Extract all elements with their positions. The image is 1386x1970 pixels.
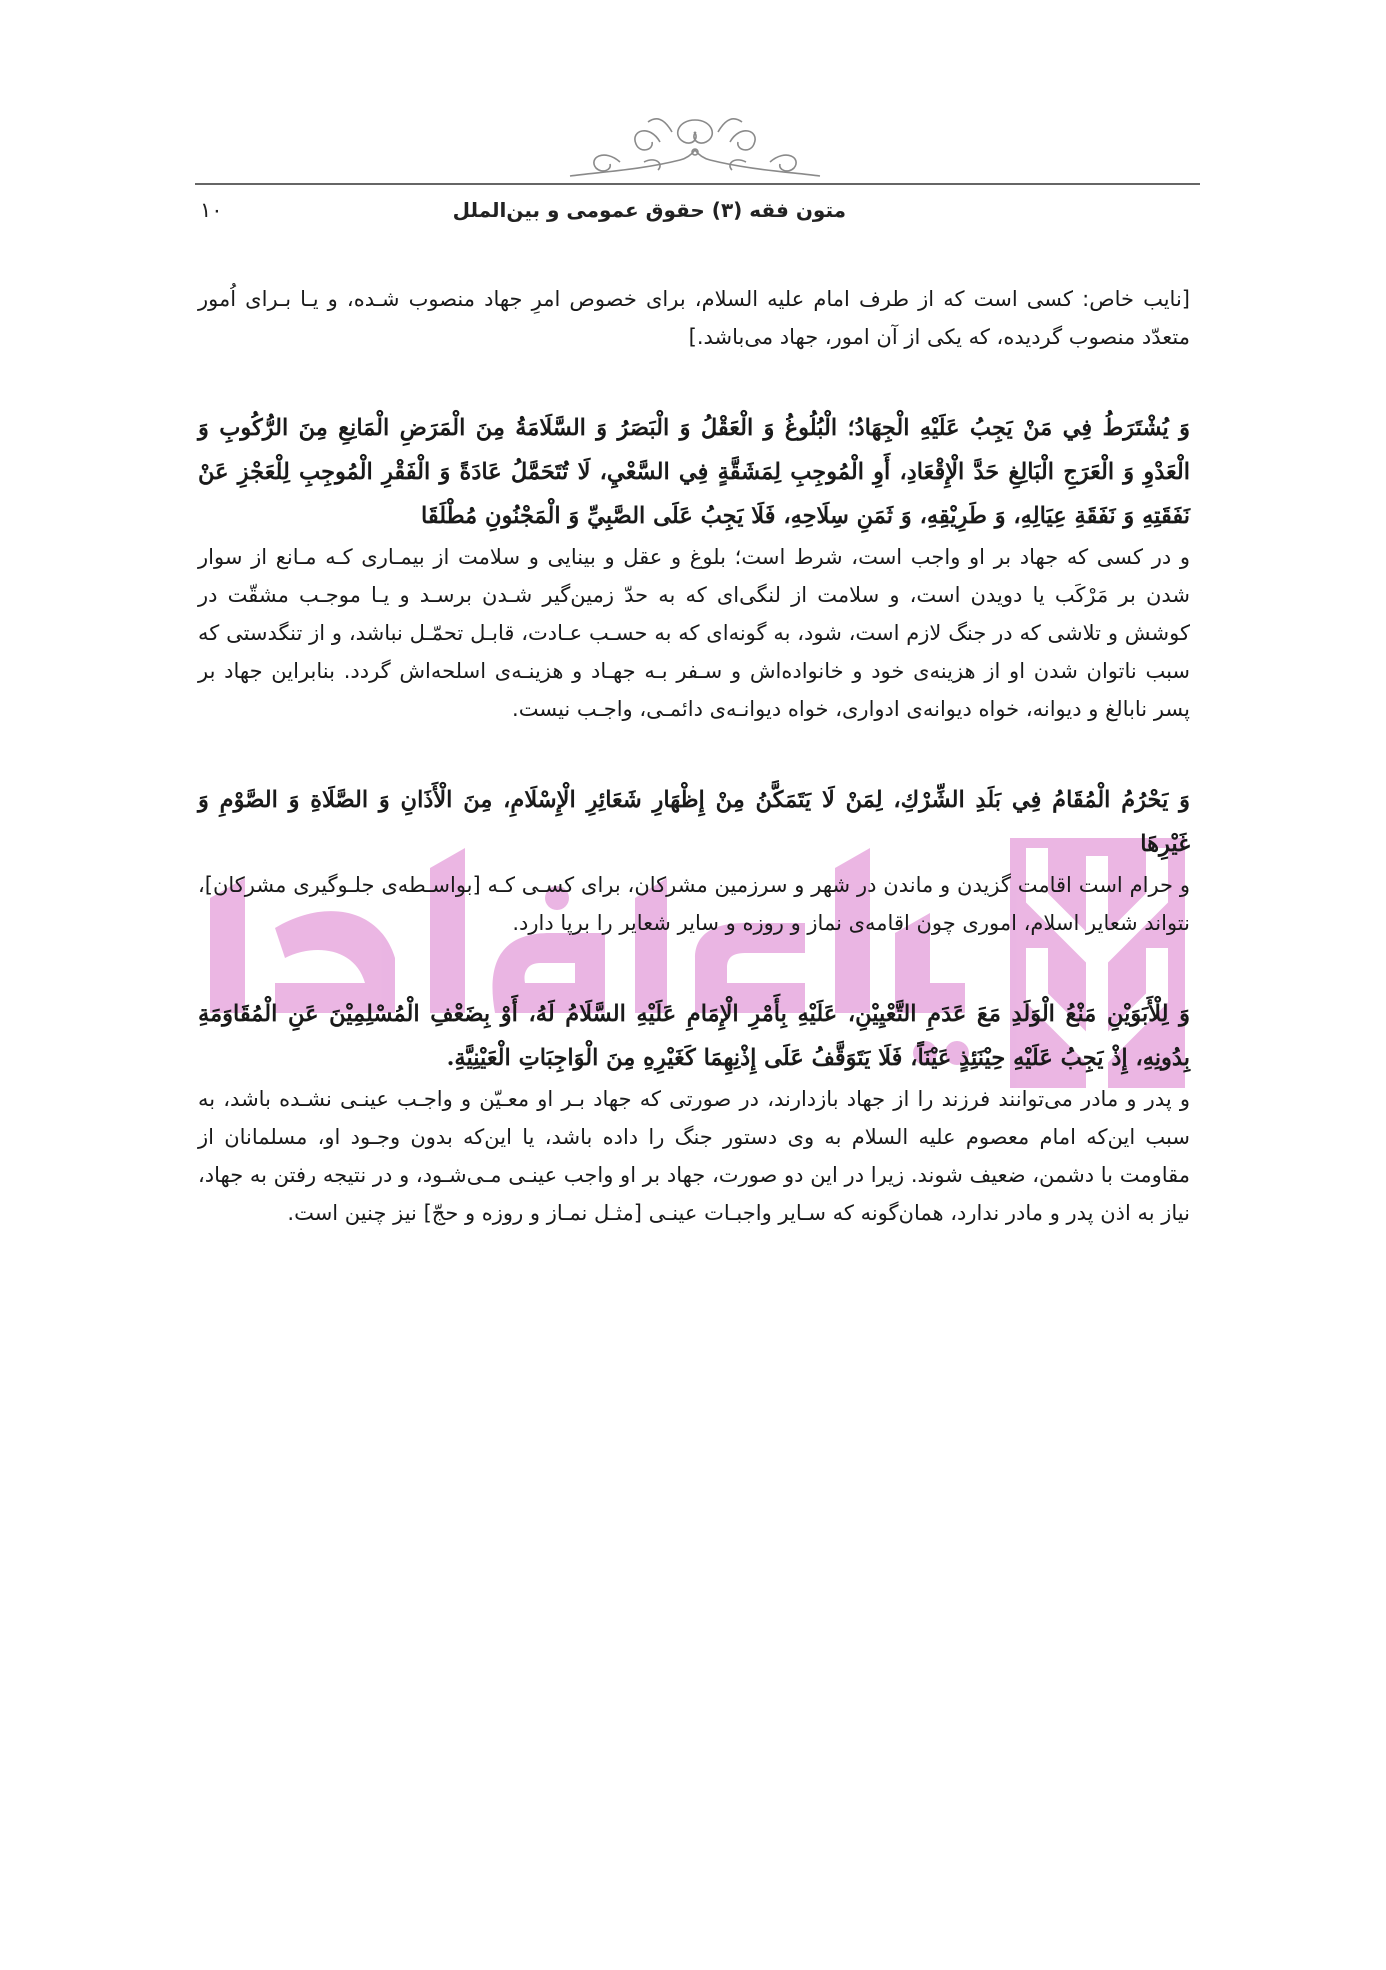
arabic-text-paragraph: وَ لِلْأَبَوَيْنِ مَنْعُ الْوَلَدِ مَعَ عَدَمِ التَّعْيِيْنِ، عَلَيْهِ بِأَمْرِ الْإِمَامِ عَلَيْهِ السَّلَامُ لَهُ، أَوْ بِضَعْفِ الْمُسْلِمِيْنَ عَنِ الْمُقَاوَمَةِ بِدُونِهِ، إِذْ يَجِبُ عَلَيْهِ حِيْنَئِذٍ عَيْنَاً، فَلَا يَتَوَقَّفُ عَلَى إِذْنِهِمَا كَغَيْرِهِ مِنَ الْوَاجِبَاتِ الْعَيْنِيَّةِ. [198, 1001, 1190, 1071]
page-number: ۱۰ [200, 198, 223, 222]
persian-translation-paragraph: و پدر و مادر می‌توانند فرزند را از جهاد بازدارند، در صورتی که جهاد بـر او معـیّن و واجـب عینـی نشـده باشد، به سبب این‌که امام معصوم علیه السلام به وی دستور جنگ را داده باشد، یا این‌که بدون وجـود او، مسلمانان از مقاومت با دشمن، ضعیف شوند. زیرا در این دو صورت، جهاد بر او واجب عینـی مـی‌شـود، و در نتیجه رفتن به جهاد، نیاز به اذن پدر و مادر ندارد، همان‌گونه که سـایر واجبـات عینـی [مثـل نمـاز و روزه و حجّ] نیز چنین است. [198, 1087, 1190, 1225]
translator-note: [نایب خاص: کسی است که از طرف امام علیه السلام، برای خصوص امرِ جهاد منصوب شـده، و یـا بـرای اُمور متعدّد منصوب گردیده، که یکی از آن امور، جهاد می‌باشد.] [198, 287, 1190, 349]
header-rule [195, 183, 1200, 185]
arabic-text-paragraph: وَ يَحْرُمُ الْمُقَامُ فِي بَلَدِ الشِّرْكِ، لِمَنْ لَا يَتَمَكَّنُ مِنْ إِظْهَارِ شَعَائِرِ الْإِسْلَامِ، مِنَ الْأَذَانِ وَ الصَّلَاةِ وَ الصَّوْمِ وَ غَيْرِهَا [198, 787, 1191, 857]
arabic-text-paragraph: وَ يُشْتَرَطُ فِي مَنْ يَجِبُ عَلَيْهِ الْجِهَادُ؛ الْبُلُوغُ وَ الْعَقْلُ وَ الْبَصَرُ وَ السَّلَامَةُ مِنَ الْمَرَضِ الْمَانِعِ مِنَ الرُّكُوبِ وَ الْعَدْوِ وَ الْعَرَجِ الْبَالِغِ حَدَّ الْإِقْعَادِ، أَوِ الْمُوجِبِ لِمَشَقَّةٍ فِي السَّعْيِ، لَا تُتَحَمَّلُ عَادَةً وَ الْفَقْرِ الْمُوجِبِ لِلْعَجْزِ عَنْ نَفَقَتِهِ وَ نَفَقَةِ عِيَالِهِ، وَ طَرِيْقِهِ، وَ ثَمَنِ سِلَاحِهِ، فَلَا يَجِبُ عَلَى الصَّبِيِّ وَ الْمَجْنُونِ مُطْلَقَا [198, 415, 1190, 529]
page-content [198, 280, 1190, 1232]
persian-translation-paragraph: و در کسی که جهاد بر او واجب است، شرط است؛ بلوغ و عقل و بینایی و سلامت از بیمـاری کـه مـانع از سوار شدن بر مَرْکَب یا دویدن است، و سلامت از لنگی‌ای که به حدّ زمین‌گیر شـدن برسـد و یـا موجـب مشقّت در کوشش و تلاشی که در جنگ لازم است، شود، به گونه‌ای که به حسـب عـادت، قابـل تحمّـل نباشد، و از تنگدستی که سبب ناتوان شدن او از هزینه‌ی خود و خانواده‌اش و سـفر بـه جهـاد و هزینـه‌ی اسلحه‌اش گردد. بنابراین جهاد بر پسر نابالغ و دیوانه، خواه دیوانه‌ی ادواری، خواه دیوانـه‌ی دائمـی، واجـب نیست. [198, 545, 1190, 721]
persian-translation-paragraph: و حرام است اقامت گزیدن و ماندن در شهر و سرزمین مشرکان، برای کسـی کـه [بواسـطه‌ی جلـوگیری مشرکان]، نتواند شعایر اسلام، اموری چون اقامه‌ی نماز و روزه و سایر شعایر را برپا دارد. [198, 873, 1190, 935]
running-title: متون فقه (۳) حقوق عمومی و بین‌الملل [452, 198, 846, 222]
floral-ornament-icon [560, 112, 830, 182]
